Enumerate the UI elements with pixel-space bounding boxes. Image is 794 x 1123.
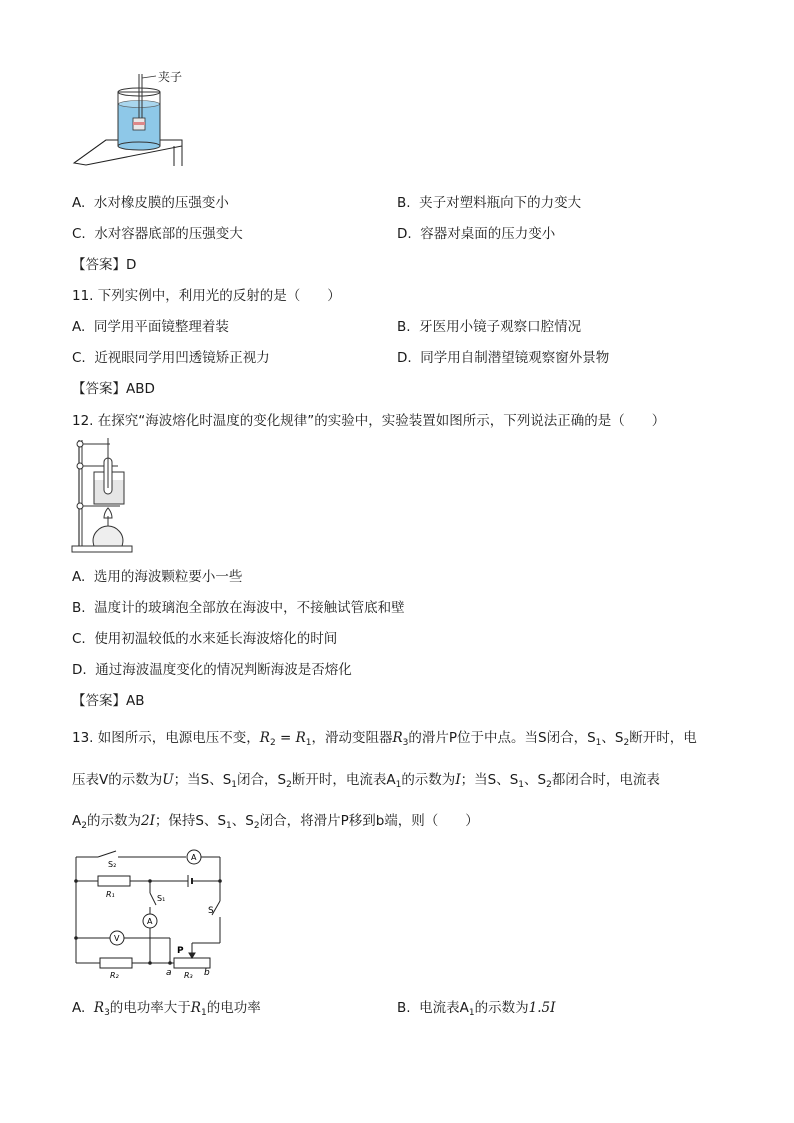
q11-option-b: B. 牙医用小镜子观察口腔情况 [397,319,582,335]
q12-stem: 12. 在探究“海波熔化时温度的变化规律”的实验中，实验装置如图所示，下列说法正确的是（ ） [72,413,666,429]
q12-option-b: B. 温度计的玻璃泡全部放在海波中，不接触试管底和壁 [72,600,405,616]
q10-option-c: C. 水对容器底部的压强变大 [72,226,243,242]
q10-option-b: B. 夹子对塑料瓶向下的力变大 [397,195,582,211]
circuit-label-s: S [208,906,214,916]
q12-answer: 【答案】AB [72,693,145,709]
q12-option-a: A. 选用的海波颗粒要小一些 [72,569,243,585]
q11-option-c: C. 近视眼同学用凹透镜矫正视力 [72,350,270,366]
q10-answer: 【答案】D [72,257,137,273]
q11-stem: 11. 下列实例中，利用光的反射的是（ ） [72,288,341,304]
circuit-label-a: a [166,968,172,978]
q13-stem-line-2: 压表V的示数为U；当S、$S_1$闭合，$S_2$断开时，电流表$A_1$的示数为I；当S、$S_1$、$S_2$都闭合时，电流表 [72,772,660,790]
q13-stem-line-3: $A_2$的示数为2I；保持S、$S_1$、$S_2$闭合，将滑片P移到b端，则（ ） [72,813,479,831]
circuit-label-r1: R₁ [106,890,115,899]
q11-option-a: A. 同学用平面镜整理着装 [72,319,229,335]
circuit-label-r3: R₃ [184,971,193,980]
circuit-label-voltmeter: V [114,934,120,943]
q11-answer: 【答案】ABD [72,381,155,397]
q13-option-a: A. $R_3$的电功率大于$R_1$的电功率 [72,1000,261,1018]
circuit-label-ammeter-2: A [147,917,153,926]
q12-option-c: C. 使用初温较低的水来延长海波熔化的时间 [72,631,338,647]
q11-option-d: D. 同学用自制潜望镜观察窗外景物 [397,350,610,366]
circuit-label-s2: S₂ [108,860,117,869]
circuit-label-r2: R₂ [110,971,119,980]
clip-label: 夹子 [158,70,183,84]
q13-circuit [70,845,240,985]
circuit-label-ammeter-1: A [191,853,197,862]
q13-stem-line-1: 13. 如图所示，电源电压不变，$R_2 = R_1$，滑动变阻器$R_3$的滑片P位于中点。当S闭合，$S_1$、$S_2$断开时，电 [72,730,697,748]
circuit-label-b: b [204,968,210,978]
q10-option-d: D. 容器对桌面的压力变小 [397,226,556,242]
q10-option-a: A. 水对橡皮膜的压强变小 [72,195,229,211]
q13-option-b: B. 电流表$A_1$的示数为1.5I [397,1000,556,1018]
circuit-label-p: P [177,946,184,956]
q12-option-d: D. 通过海波温度变化的情况判断海波是否熔化 [72,662,352,678]
q12-figure [70,436,134,554]
circuit-label-s1: S₁ [157,894,166,903]
